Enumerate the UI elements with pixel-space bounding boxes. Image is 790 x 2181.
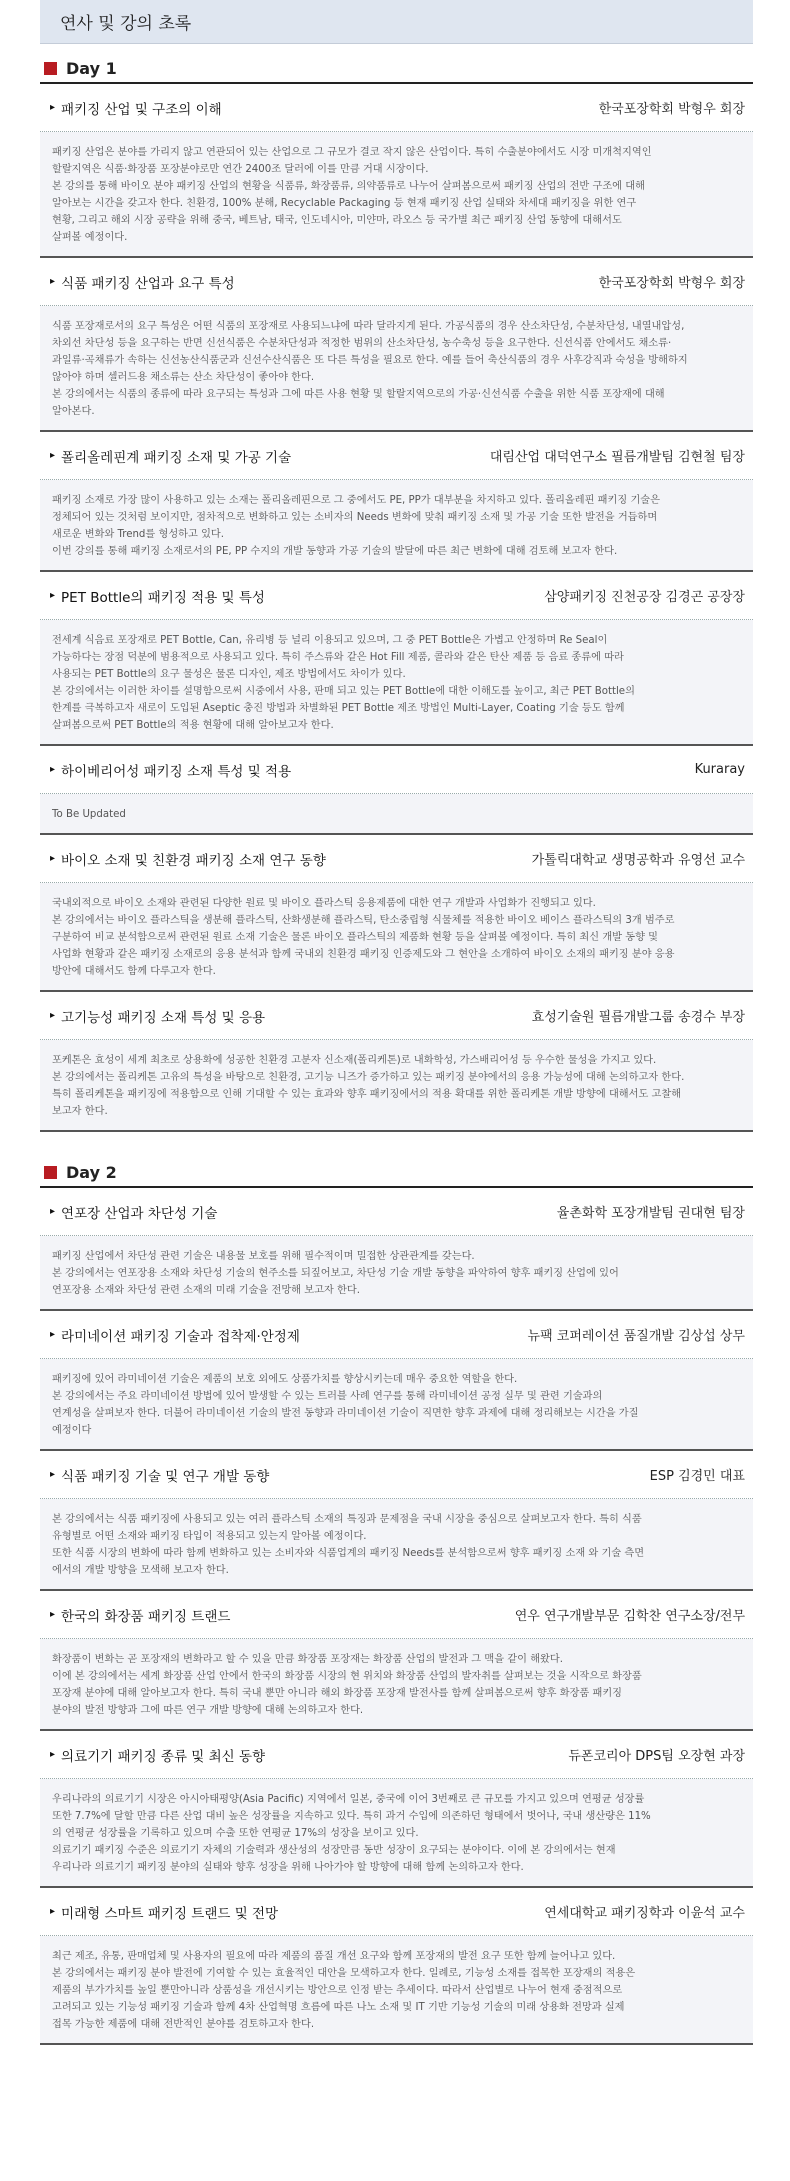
chevron-right-icon: ▸	[50, 1010, 56, 1021]
day-label: Day 1	[66, 58, 117, 78]
session-title-text: 바이오 소재 및 친환경 패키징 소재 연구 동향	[61, 852, 326, 869]
session-title-text: 패키징 산업 및 구조의 이해	[61, 101, 222, 118]
session	[40, 1311, 753, 1451]
abstract-line: 구분하여 비교 분석함으로써 관련된 원료 소재 기술은 물론 바이오 플라스틱의 제품화 현황 등을 살펴볼 예정이다. 특히 최신 개발 동향 및	[52, 932, 659, 943]
session-title-text: 폴리올레핀계 패키징 소재 및 가공 기술	[61, 449, 292, 466]
session	[40, 1451, 753, 1591]
abstract-line: 에서의 개발 방향을 모색해 보고자 한다.	[52, 1565, 229, 1576]
session	[40, 1731, 753, 1888]
abstract-line: 보고자 한다.	[52, 1106, 108, 1117]
abstract-line: 본 강의에서는 식품의 종류에 따라 요구되는 특성과 그에 따른 사용 현황 및 할랄지역으로의 가공·신선식품 수출을 위한 식품 포장재에 대해	[52, 389, 665, 400]
session	[40, 992, 753, 1132]
chevron-right-icon: ▸	[50, 1206, 56, 1217]
session	[40, 1591, 753, 1731]
session-speaker: 삼양패키징 진천공장 김경곤 공장장	[544, 590, 745, 605]
session-abstract	[40, 620, 753, 744]
chevron-right-icon: ▸	[50, 764, 56, 775]
session-header	[40, 1591, 753, 1639]
session-abstract	[40, 1040, 753, 1130]
abstract-line: 국내외적으로 바이오 소재와 관련된 다양한 원료 및 바이오 플라스틱 응용제품에 대한 연구 개발과 사업화가 진행되고 있다.	[52, 898, 596, 909]
session-title	[50, 98, 222, 118]
abstract-line: 패키징에 있어 라미네이션 기술은 제품의 보호 외에도 상품가치를 향상시키는데 매우 중요한 역할을 한다.	[52, 1374, 518, 1385]
page-header	[40, 0, 753, 44]
days-container	[40, 54, 753, 2045]
session-speaker: 한국포장학회 박형우 회장	[598, 276, 745, 291]
abstract-line: 가능하다는 장점 덕분에 범용적으로 사용되고 있다. 특히 주스류와 같은 Hot Fill 제품, 콜라와 같은 탄산 제품 등 음료 종류에 따라	[52, 652, 624, 663]
session	[40, 746, 753, 835]
session-title-text: 의료기기 패키징 종류 및 최신 동향	[61, 1748, 266, 1765]
session-speaker: 듀폰코리아 DPS팀 오장현 과장	[568, 1749, 745, 1764]
session-title	[50, 1902, 278, 1922]
abstract-line: 의료기기 패키징 수준은 의료기기 자체의 기술력과 생산성의 성장만큼 동반 성장이 요구되는 분야이다. 이에 본 강의에서는 현재	[52, 1845, 616, 1856]
session	[40, 84, 753, 258]
session-title-text: 식품 패키징 기술 및 연구 개발 동향	[61, 1468, 270, 1485]
abstract-line: 예정이다	[52, 1425, 92, 1436]
session-title-text: 라미네이션 패키징 기술과 접착제·안정제	[61, 1328, 300, 1345]
abstract-line: 차외선 차단성 등을 요구하는 반면 신선식품은 수분차단성과 적정한 범위의 산소차단성, 농수축성 등을 요구한다. 신선식품 안에서도 채소류·	[52, 338, 672, 349]
abstract-line: 방안에 대해서도 함께 다루고자 한다.	[52, 966, 216, 977]
abstract-line: To Be Updated	[52, 809, 126, 820]
abstract-line: 할랄지역은 식품·화장품 포장분야로만 연간 2400조 달러에 이를 만큼 거대 시장이다.	[52, 164, 429, 175]
session-speaker: 가톨릭대학교 생명공학과 유영선 교수	[531, 853, 745, 868]
day-spacer	[40, 1132, 753, 1158]
session-title	[50, 272, 235, 292]
abstract-line: 접목 가능한 제품에 대해 전반적인 분야를 검토하고자 한다.	[52, 2019, 315, 2030]
abstract-line: 새로운 변화와 Trend를 형성하고 있다.	[52, 529, 225, 540]
abstract-line: 본 강의에서는 이러한 차이를 설명함으로써 시중에서 사용, 판매 되고 있는 PET Bottle에 대한 이해도를 높이고, 최근 PET Bottle의	[52, 686, 635, 697]
abstract-line: 본 강의에서는 식품 패키징에 사용되고 있는 여러 플라스틱 소재의 특징과 문제점을 국내 시장을 중심으로 살펴보고자 한다. 특히 식품	[52, 1514, 642, 1525]
chevron-right-icon: ▸	[50, 1469, 56, 1480]
abstract-line: 한계를 극복하고자 새로이 도입된 Aseptic 충진 방법과 차별화된 PET Bottle 제조 방법인 Multi-Layer, Coating 기술 등도 함께	[52, 703, 625, 714]
session-header	[40, 1731, 753, 1779]
session-title	[50, 1202, 217, 1222]
abstract-line: 전세계 식음료 포장재로 PET Bottle, Can, 유리병 등 널리 이용되고 있으며, 그 중 PET Bottle은 가볍고 안정하며 Re Seal이	[52, 635, 608, 646]
session-abstract	[40, 1359, 753, 1449]
abstract-line: 우리나라의 의료기기 시장은 아시아태평양(Asia Pacific) 지역에서 일본, 중국에 이어 3번째로 큰 규모를 가지고 있으며 연평균 성장률	[52, 1794, 645, 1805]
abstract-line: 알아본다.	[52, 406, 95, 417]
session-header	[40, 992, 753, 1040]
session-header	[40, 746, 753, 794]
abstract-line: 분야의 발전 방향과 그에 따른 연구 개발 방향에 대해 논의하고자 한다.	[52, 1705, 364, 1716]
abstract-line: 화장품이 변화는 곧 포장재의 변화라고 할 수 있을 만큼 화장품 포장재는 화장품 산업의 발전과 그 맥을 같이 해왔다.	[52, 1654, 563, 1665]
abstract-line: 고려되고 있는 기능성 패키징 기술과 함께 4차 산업혁명 흐름에 따른 나노 소재 및 IT 기반 기능성 기술의 미래 상용화 전망과 실제	[52, 2002, 625, 2013]
abstract-line: 또한 식품 시장의 변화에 따라 함께 변화하고 있는 소비자와 식품업계의 패키징 Needs를 분석함으로써 향후 패키징 소재 와 기술 측면	[52, 1548, 645, 1559]
page-title: 연사 및 강의 초록	[60, 14, 192, 34]
session-title	[50, 1325, 300, 1345]
session-speaker: 대림산업 대덕연구소 필름개발팀 김현철 팀장	[489, 450, 745, 465]
abstract-line: 않아야 하며 셀러드용 채소류는 산소 차단성이 좋아야 한다.	[52, 372, 315, 383]
session-title-text: 하이베리어성 패키징 소재 특성 및 적용	[61, 763, 292, 780]
abstract-line: 살펴봄으로써 PET Bottle의 적용 현황에 대해 알아보고자 한다.	[52, 720, 334, 731]
abstract-line: 현황, 그리고 해외 시장 공략을 위해 중국, 베트남, 태국, 인도네시아, 미얀마, 라오스 등 국가별 최근 패키징 산업 동향에 대해서도	[52, 215, 622, 226]
session-title	[50, 760, 291, 780]
abstract-line: 본 강의에서는 바이오 플라스틱을 생분해 플라스틱, 산화생분해 플라스틱, 탄소중립형 식물체를 적용한 바이오 베이스 플라스틱의 3개 범주로	[52, 915, 675, 926]
square-bullet-icon	[44, 62, 57, 75]
session-abstract	[40, 132, 753, 256]
chevron-right-icon: ▸	[50, 853, 56, 864]
session	[40, 432, 753, 572]
chevron-right-icon: ▸	[50, 1609, 56, 1620]
abstract-line: 패키징 소재로 가장 많이 사용하고 있는 소재는 폴리올레핀으로 그 중에서도 PE, PP가 대부분을 차지하고 있다. 폴리올레핀 패키징 기술은	[52, 495, 660, 506]
session-title	[50, 849, 326, 869]
chevron-right-icon: ▸	[50, 276, 56, 287]
session-abstract	[40, 883, 753, 990]
abstract-line: 제품의 부가가치를 높일 뿐만아니라 상품성을 개선시키는 방안으로 인정 받는 추세이다. 따라서 산업별로 나누어 현재 중점적으로	[52, 1985, 623, 1996]
session-speaker: ESP 김경민 대표	[649, 1469, 745, 1484]
abstract-line: 본 강의에서는 주요 라미네이션 방법에 있어 발생할 수 있는 트러블 사례 연구를 통해 라미네이션 공정 실무 및 관련 기술과의	[52, 1391, 603, 1402]
session-header	[40, 432, 753, 480]
abstract-line: 특히 폴리케톤을 패키징에 적용함으로 인해 기대할 수 있는 효과와 향후 패키징에서의 적용 확대를 위한 폴리케톤 개발 방향에 대해서도 고찰해	[52, 1089, 682, 1100]
session-header	[40, 1311, 753, 1359]
abstract-line: 이에 본 강의에서는 세계 화장품 산업 안에서 한국의 화장품 시장의 현 위치와 화장품 산업의 발자취를 살펴보는 것을 시작으로 화장품	[52, 1671, 642, 1682]
session-header	[40, 258, 753, 306]
session-abstract	[40, 1499, 753, 1589]
session-speaker: 뉴팩 코퍼레이션 품질개발 김상섭 상무	[527, 1329, 745, 1344]
abstract-line: 본 강의에서는 폴리케톤 고유의 특성을 바탕으로 친환경, 고기능 니즈가 증가하고 있는 패키징 분야에서의 응용 가능성에 대해 논의하고자 한다.	[52, 1072, 685, 1083]
abstract-line: 이번 강의를 통해 패키징 소재로서의 PE, PP 수지의 개발 동향과 가공 기술의 발달에 따른 최근 변화에 대해 검토해 보고자 한다.	[52, 546, 618, 557]
session-header	[40, 835, 753, 883]
day-header	[40, 54, 753, 84]
session-abstract	[40, 1639, 753, 1729]
session-speaker: 연세대학교 패키징학과 이윤석 교수	[544, 1906, 745, 1921]
session-abstract	[40, 1779, 753, 1886]
session	[40, 572, 753, 746]
page	[40, 0, 753, 2045]
abstract-line: 포케톤은 효성이 세계 최초로 상용화에 성공한 친환경 고분자 신소재(폴리케톤)로 내화학성, 가스배리어성 등 우수한 물성을 가지고 있다.	[52, 1055, 657, 1066]
abstract-line: 본 강의에서는 연포장용 소재와 차단성 기술의 현주소를 되짚어보고, 차단성 기술 개발 동향을 파악하여 향후 패키징 산업에 있어	[52, 1268, 619, 1279]
session-title-text: 연포장 산업과 차단성 기술	[61, 1205, 218, 1222]
session-speaker: 한국포장학회 박형우 회장	[598, 102, 745, 117]
session-header	[40, 1888, 753, 1936]
abstract-line: 살펴볼 예정이다.	[52, 232, 128, 243]
session-title	[50, 446, 291, 466]
abstract-line: 과일류·곡채류가 속하는 신선농산식품군과 신선수산식품은 또 다른 특성을 필요로 한다. 예를 들어 축산식품의 경우 사후강직과 숙성을 방해하지	[52, 355, 688, 366]
chevron-right-icon: ▸	[50, 450, 56, 461]
session-title-text: 고기능성 패키징 소재 특성 및 응용	[61, 1009, 266, 1026]
abstract-line: 우리나라 의료기기 패키징 분야의 실태와 향후 성장을 위해 나아가야 할 방향에 대해 함께 논의하고자 한다.	[52, 1862, 524, 1873]
abstract-line: 패키징 산업에서 차단성 관련 기술은 내용물 보호를 위해 필수적이며 밀접한 상관관계를 갖는다.	[52, 1251, 475, 1262]
abstract-line: 포장재 분야에 대해 알아보고자 한다. 특히 국내 뿐만 아니라 해외 화장품 포장재 발전사를 함께 살펴봄으로써 향후 화장품 패키징	[52, 1688, 623, 1699]
square-bullet-icon	[44, 1166, 57, 1179]
session-speaker: 효성기술원 필름개발그룹 송경수 부장	[531, 1010, 745, 1025]
day-header	[40, 1158, 753, 1188]
abstract-line: 또한 7.7%에 달할 만큼 다른 산업 대비 높은 성장률을 지속하고 있다. 특히 과거 수입에 의존하던 형태에서 벗어나, 국내 생산량은 11%	[52, 1811, 651, 1822]
abstract-line: 연계성을 살펴보자 한다. 더불어 라미네이션 기술의 발전 동향과 라미네이션 기술이 직면한 향후 과제에 대해 정리해보는 시간을 가질	[52, 1408, 639, 1419]
abstract-line: 유형별로 어떤 소재와 패키징 타입이 적용되고 있는지 알아볼 예정이다.	[52, 1531, 367, 1542]
session	[40, 835, 753, 992]
session-header	[40, 572, 753, 620]
session-abstract	[40, 480, 753, 570]
chevron-right-icon: ▸	[50, 102, 56, 113]
session-title-text: 미래형 스마트 패키징 트랜드 및 전망	[61, 1905, 279, 1922]
abstract-line: 본 강의에서는 패키징 분야 발전에 기여할 수 있는 효율적인 대안을 모색하고자 한다. 일례로, 기능성 소재를 접목한 포장재의 적용은	[52, 1968, 636, 1979]
session-abstract	[40, 1236, 753, 1309]
session-title	[50, 1605, 230, 1625]
abstract-line: 알아보는 시간을 갖고자 한다. 친환경, 100% 분해, Recyclable Packaging 등 현재 패키징 산업 실태와 차세대 패키징을 위한 연구	[52, 198, 637, 209]
chevron-right-icon: ▸	[50, 1906, 56, 1917]
session-header	[40, 1188, 753, 1236]
session-title	[50, 1006, 265, 1026]
session-header	[40, 1451, 753, 1499]
session-title-text: 식품 패키징 산업과 요구 특성	[61, 275, 235, 292]
chevron-right-icon: ▸	[50, 590, 56, 601]
abstract-line: 패키징 산업은 분야를 가리지 않고 연관되어 있는 산업으로 그 규모가 결코 작지 않은 산업이다. 특히 수출분야에서도 시장 미개척지역인	[52, 147, 652, 158]
session-title	[50, 1745, 265, 1765]
session-speaker: 율촌화학 포장개발팀 권대현 팀장	[556, 1206, 745, 1221]
abstract-line: 사용되는 PET Bottle의 요구 물성은 물론 디자인, 제조 방법에서도 차이가 있다.	[52, 669, 406, 680]
abstract-line: 연포장용 소재와 차단성 관련 소재의 미래 기술을 전망해 보고자 한다.	[52, 1285, 360, 1296]
chevron-right-icon: ▸	[50, 1329, 56, 1340]
session-title-text: 한국의 화장품 패키징 트랜드	[61, 1608, 231, 1625]
abstract-line: 본 강의를 통해 바이오 분야 패키징 산업의 현황을 식품류, 화장품류, 의약품류로 나누어 살펴봄으로써 패키징 산업의 전반 구조에 대해	[52, 181, 645, 192]
session-title-text: PET Bottle의 패키징 적용 및 특성	[61, 589, 265, 606]
abstract-line: 의 연평균 성장률을 기록하고 있으며 수출 또한 연평균 17%의 성장을 보이고 있다.	[52, 1828, 419, 1839]
session-speaker: 연우 연구개발부문 김학찬 연구소장/전무	[514, 1609, 745, 1624]
session	[40, 258, 753, 432]
session	[40, 1188, 753, 1311]
session-abstract	[40, 306, 753, 430]
session-title	[50, 1465, 269, 1485]
session-header	[40, 84, 753, 132]
abstract-line: 식품 포장재로서의 요구 특성은 어떤 식품의 포장재로 사용되느냐에 따라 달라지게 된다. 가공식품의 경우 산소차단성, 수분차단성, 내열내압성,	[52, 321, 685, 332]
day-label: Day 2	[66, 1162, 117, 1182]
session-abstract	[40, 1936, 753, 2043]
abstract-line: 사업화 현황과 같은 패키징 소재로의 응용 분석과 함께 국내외 친환경 패키징 인증제도와 그 현안을 소개하여 바이오 소재의 패키징 분야 응용	[52, 949, 675, 960]
session-abstract	[40, 794, 753, 833]
chevron-right-icon: ▸	[50, 1749, 56, 1760]
session	[40, 1888, 753, 2045]
abstract-line: 정체되어 있는 것처럼 보이지만, 점차적으로 변화하고 있는 소비자의 Needs 변화에 맞춰 패키징 소재 및 가공 기술 또한 발전을 거듭하며	[52, 512, 658, 523]
abstract-line: 최근 제조, 유통, 판매업체 및 사용자의 필요에 따라 제품의 품질 개선 요구와 함께 포장재의 발전 요구 또한 함께 늘어나고 있다.	[52, 1951, 616, 1962]
session-speaker: Kuraray	[694, 762, 745, 777]
session-title	[50, 586, 265, 606]
